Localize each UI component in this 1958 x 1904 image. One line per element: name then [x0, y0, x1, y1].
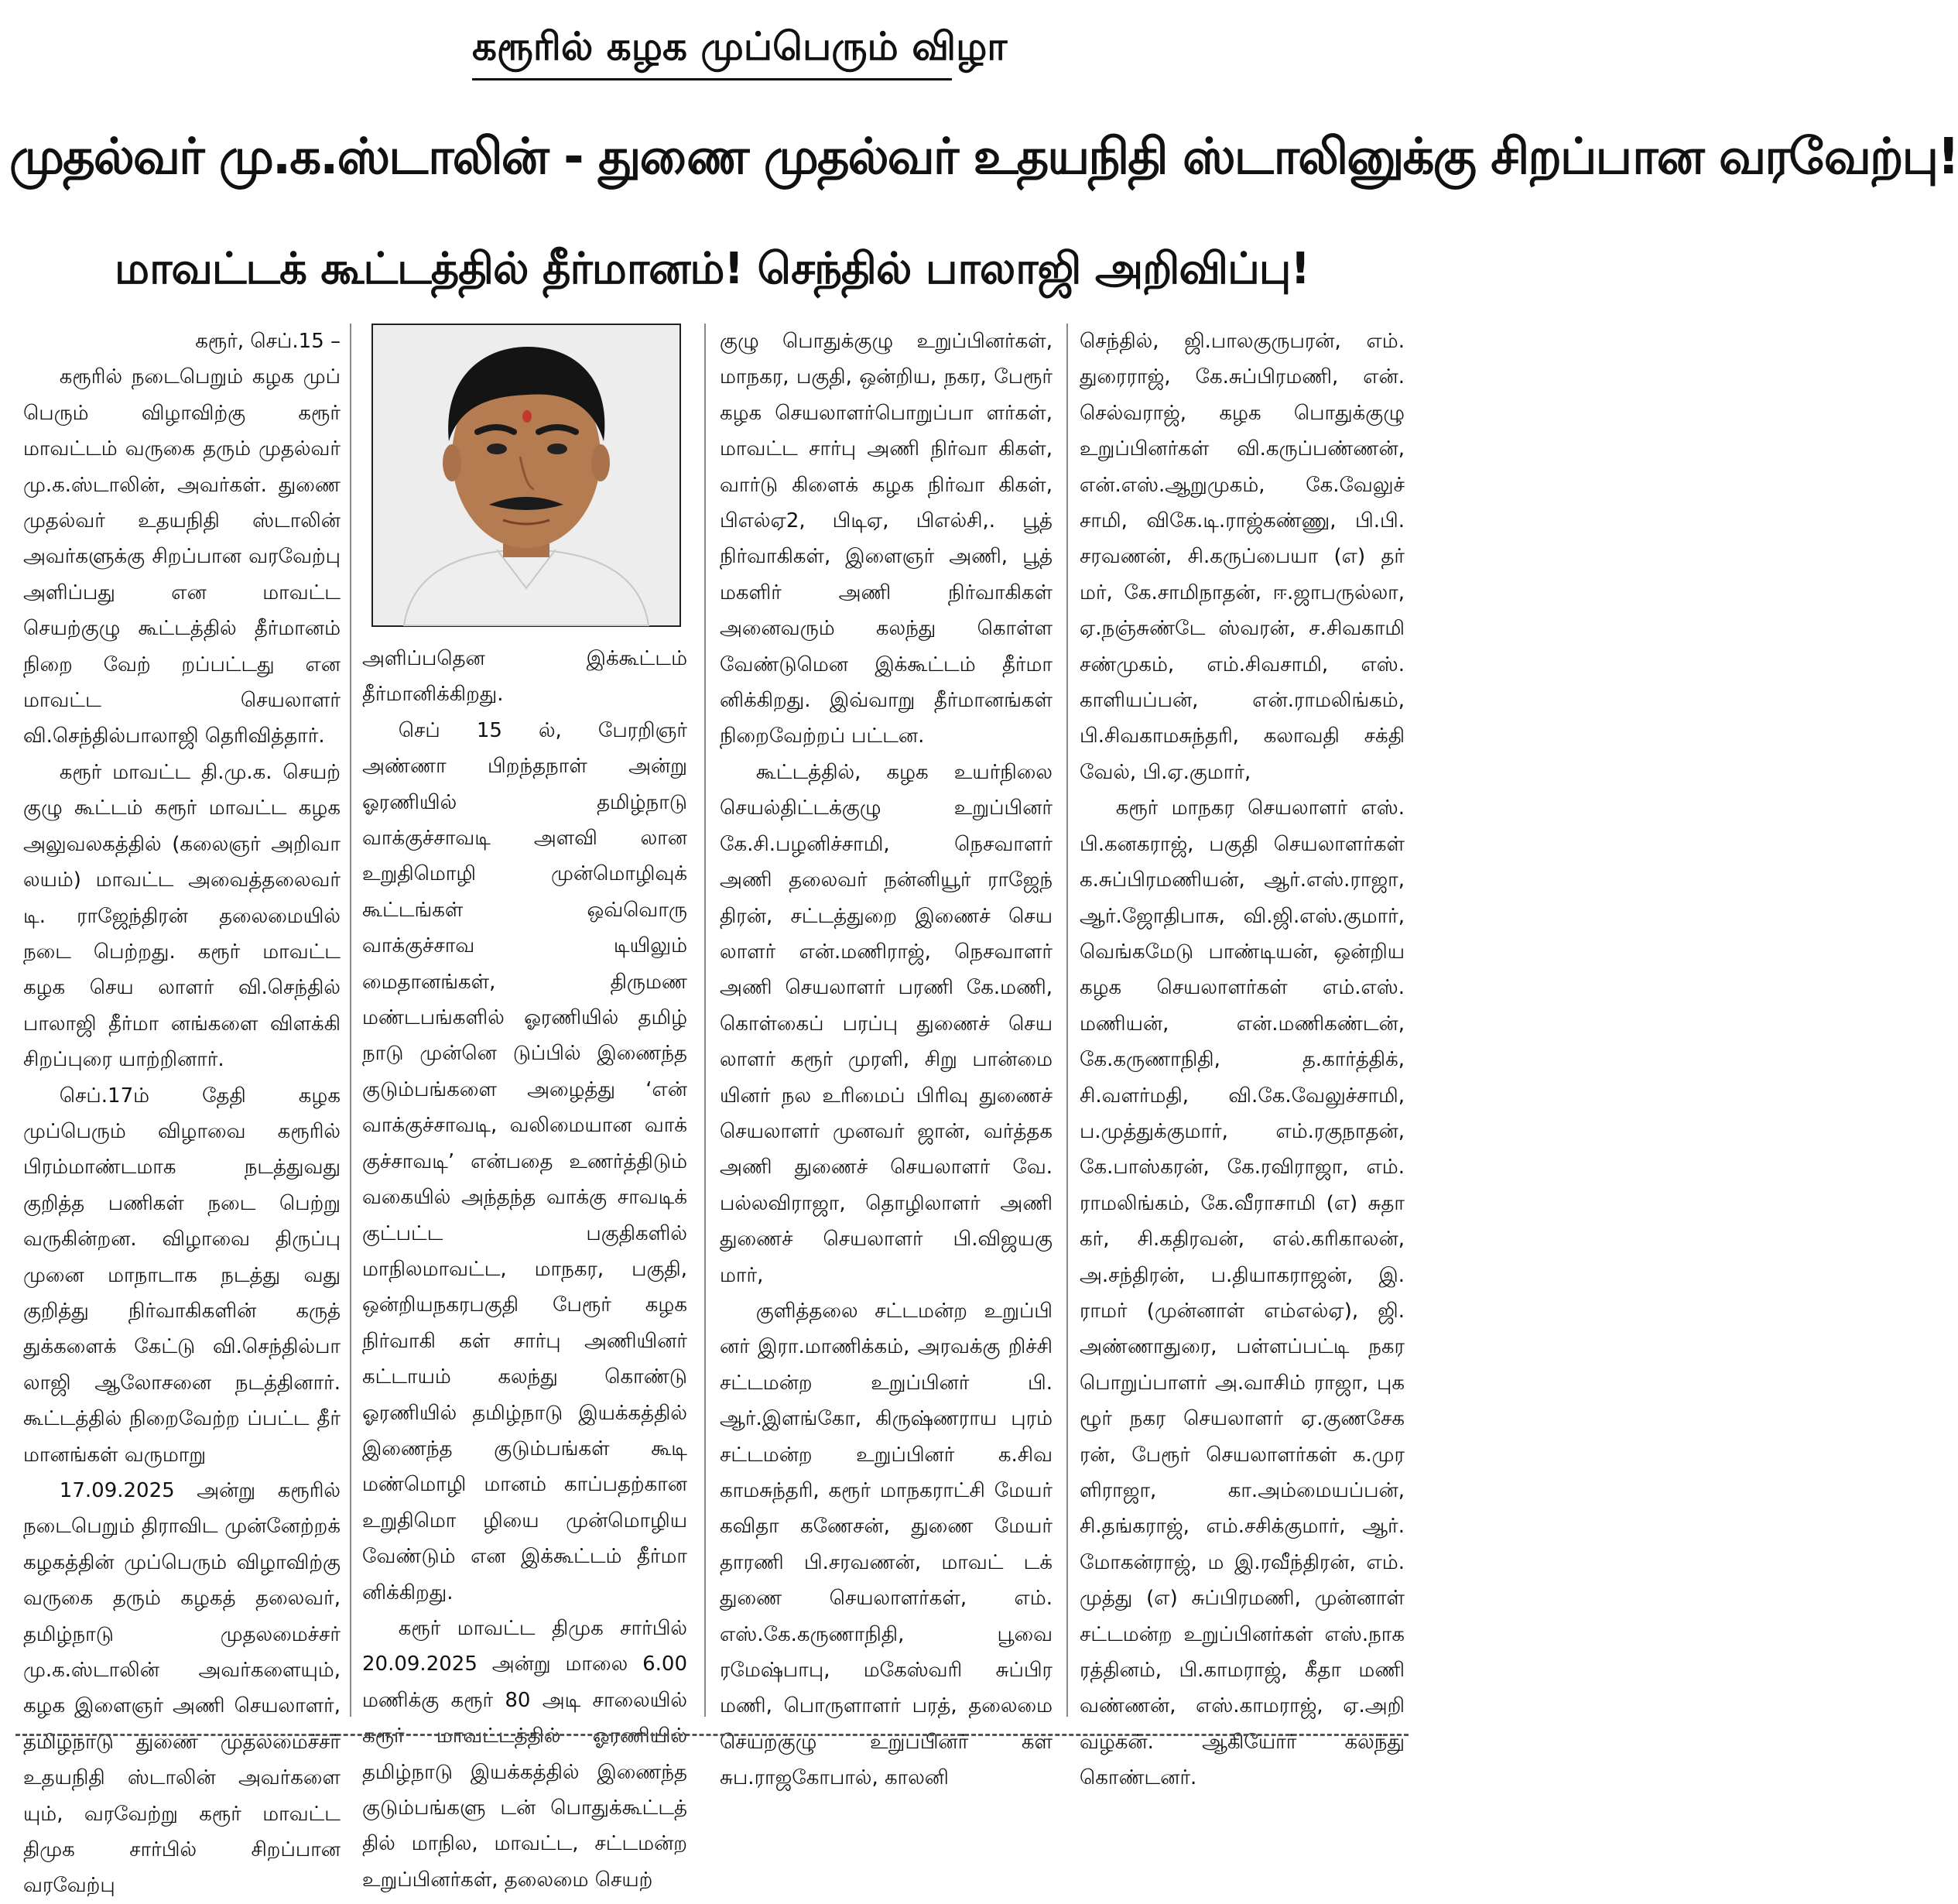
article-column-1 — [23, 324, 341, 1898]
article-column-4 — [1080, 324, 1405, 1790]
paragraph: கரூரில் நடைபெறும் கழக முப் பெரும் விழாவிற்கு கரூர் மாவட்டம் வருகை தரும் முதல்வர் மு.க.ஸ்டாலின், அவர்கள். துணை முதல்வர் உதயநிதி ஸ்டாலின் அவர்களுக்கு சிறப்பான வரவேற்பு அளிப்பது என மாவட்ட செயற்குழு கூட்டத்தில் தீர்மானம் நிறை வேற் றப்பட்டது என மாவட்ட செயலாளர் வி.செந்தில்பாலாஜி தெரிவித்தார். — [23, 365, 341, 748]
paragraph: செந்தில், ஜி.பாலகுருபரன், எம். துரைராஜ், கே.சுப்பிரமணி, என். செல்வராஜ், கழக பொதுக்குழு உறுப்பினர்கள் வி.கருப்பண்ணன், என்.எஸ்.ஆறுமுகம், கே.வேலுச் சாமி, விகே.டி.ராஜ்கண்ணு, பி.பி. சரவணன், சி.கருப்பையா (எ) தர் மர், கே.சாமிநாதன், ஈ.ஜாபருல்லா, ஏ.நஞ்சுண்டே ஸ்வரன், ச.சிவகாமி சண்முகம், எம்.சிவசாமி, எஸ். காளியப்பன், என்.ராமலிங்கம், பி.சிவகாமசுந்தரி, கலாவதி சக்தி வேல், பி.ஏ.குமார், — [1080, 330, 1405, 784]
kicker-title: கரூரில் கழக முப்பெரும் விழா — [472, 17, 952, 80]
portrait-photo — [371, 324, 681, 627]
column-divider — [350, 324, 351, 1717]
dateline: கரூர், செப்.15 – — [195, 330, 341, 353]
headline: முதல்வர் மு.க.ஸ்டாலின் - துணை முதல்வர் உதயநிதி ஸ்டாலினுக்கு சிறப்பான வரவேற்பு! — [9, 128, 1958, 186]
paragraph: செப்.17ம் தேதி கழக முப்பெரும் விழாவை கரூரில் பிரம்மாண்டமாக நடத்துவது குறித்த பணிகள் நடை பெற்று வருகின்றன. விழாவை திருப்பு முனை மாநாடாக நடத்து வது குறித்து நிர்வாகிகளின் கருத் துக்களைக் கேட்டு வி.செந்தில்பா லாஜி ஆலோசனை நடத்தினார். கூட்டத்தில் நிறைவேற்ற ப்பட்ட தீர் மானங்கள் வருமாறு — [23, 1084, 341, 1467]
paragraph: கரூர் மாநகர செயலாளர் எஸ். பி.கனகராஜ், பகுதி செயலாளர்கள் க.சுப்பிரமணியன், ஆர்.எஸ்.ராஜா, ஆர்.ஜோதிபாசு, வி.ஜி.எஸ்.குமார், வெங்கமேடு பாண்டியன், ஒன்றிய கழக செயலாளர்கள் எம்.எஸ். மணியன், என்.மணிகண்டன், கே.கருணாநிதி, த.கார்த்திக், சி.வளர்மதி, வி.கே.வேலுச்சாமி, ப.முத்துக்குமார், எம்.ரகுநாதன், கே.பாஸ்கரன், கே.ரவிராஜா, எம். ராமலிங்கம், கே.வீராசாமி (எ) சுதா கர், சி.கதிரவன், எல்.கரிகாலன், அ.சந்திரன், ப.தியாகராஜன், இ. ராமர் (முன்னாள் எம்எல்ஏ), ஜி. அண்ணாதுரை, பள்ளப்பட்டி நகர பொறுப்பாளர் அ.வாசிம் ராஜா, புக ழூர் நகர செயலாளர் ஏ.குணசேக ரன், பேரூர் செயலாளர்கள் க.முர ளிராஜா, கா.அம்மையப்பன், சி.தங்கராஜ், எம்.சசிக்குமார், ஆர். மோகன்ராஜ், ம இ.ரவீந்திரன், எம். முத்து (எ) சுப்பிரமணி, முன்னாள் சட்டமன்ற உறுப்பினர்கள் எஸ்.நாக ரத்தினம், பி.காமராஜ், கீதா மணி வண்ணன், எஸ்.காமராஜ், ஏ.அறி வழகன். ஆகியோர் கலந்து கொண்டனர். — [1080, 796, 1405, 1790]
paragraph: கரூர் மாவட்ட தி.மு.க. செயற் குழு கூட்டம் கரூர் மாவட்ட கழக அலுவலகத்தில் (கலைஞர் அறிவா லயம்) மாவட்ட அவைத்தலைவர் டி. ராஜேந்திரன் தலைமையில் நடை பெற்றது. கரூர் மாவட்ட கழக செய லாளர் வி.செந்தில் பாலாஜி தீர்மா னங்களை விளக்கி சிறப்புரை யாற்றினார். — [23, 760, 341, 1072]
paragraph: செப் 15 ல், பேரறிஞர் அண்ணா பிறந்தநாள் அன்று ஓரணியில் தமிழ்நாடு வாக்குச்சாவடி அளவி லான உறுதிமொழி முன்மொழிவுக் கூட்டங்கள் ஒவ்வொரு வாக்குச்சாவ டியிலும் மைதானங்கள், திருமண மண்டபங்களில் ஓரணியில் தமிழ் நாடு முன்னெ டுப்பில் இணைந்த குடும்பங்களை அழைத்து ‘என் வாக்குச்சாவடி, வலிமையான வாக் குச்சாவடி’ என்பதை உணர்த்திடும் வகையில் அந்தந்த வாக்கு சாவடிக் குட்பட்ட பகுதிகளில் மாநிலமாவட்ட, மாநகர, பகுதி, ஒன்றியநகரபகுதி பேரூர் கழக நிர்வாகி கள் சார்பு அணியினர் கட்டாயம் கலந்து கொண்டு ஓரணியில் தமிழ்நாடு இயக்கத்தில் இணைந்த குடும்பங்கள் கூடி மண்மொழி மானம் காப்பதற்கான உறுதிமொ ழியை முன்மொழிய வேண்டும் என இக்கூட்டம் தீர்மா னிக்கிறது. — [362, 718, 687, 1604]
paragraph: கூட்டத்தில், கழக உயர்நிலை செயல்திட்டக்குழு உறுப்பினர் கே.சி.பழனிச்சாமி, நெசவாளர் அணி தலைவர் நன்னியூர் ராஜேந் திரன், சட்டத்துறை இணைச் செய லாளர் என்.மணிராஜ், நெசவாளர் அணி செயலாளர் பரணி கே.மணி, கொள்கைப் பரப்பு துணைச் செய லாளர் கரூர் முரளி, சிறு பான்மை யினர் நல உரிமைப் பிரிவு துணைச் செயலாளர் முனவர் ஜான், வர்த்தக அணி துணைச் செயலாளர் வே. பல்லவிராஜா, தொழிலாளர் அணி துணைச் செயலாளர் பி.விஜயகு மார், — [720, 760, 1053, 1287]
column-divider — [1066, 324, 1068, 1717]
subheadline: மாவட்டக் கூட்டத்தில் தீர்மானம்! செந்தில் பாலாஜி அறிவிப்பு! — [115, 244, 1309, 294]
paragraph: கரூர் மாவட்ட திமுக சார்பில் 20.09.2025 அன்று மாலை 6.00 மணிக்கு கரூர் 80 அடி சாலையில் கரூர் மாவட்டத்தில் ஓரணியில் தமிழ்நாடு இயக்கத்தில் இணைந்த குடும்பங்களு டன் பொதுக்கூட்டத் தில் மாநில, மாவட்ட, சட்டமன்ற உறுப்பினர்கள், தலைமை செயற் — [362, 1616, 687, 1892]
paragraph: குளித்தலை சட்டமன்ற உறுப்பி னர் இரா.மாணிக்கம், அரவக்கு றிச்சி சட்டமன்ற உறுப்பினர் பி. ஆர்.இளங்கோ, கிருஷ்ணராய புரம் சட்டமன்ற உறுப்பினர் க.சிவ காமசுந்தரி, கரூர் மாநகராட்சி மேயர் கவிதா கணேசன், துணை மேயர் தாரணி பி.சரவணன், மாவட் டக் துணை செயலாளர்கள், எம். எஸ்.கே.கருணாநிதி, பூவை ரமேஷ்பாபு, மகேஸ்வரி சுப்பிர மணி, பொருளாளர் பரத், தலைமை செயற்குழு உறுப்பினர் கள் சுப.ராஜகோபால், காலனி — [720, 1299, 1053, 1790]
portrait-illustration — [373, 325, 679, 625]
paragraph: 17.09.2025 அன்று கரூரில் நடைபெறும் திராவிட முன்னேற்றக் கழகத்தின் முப்பெரும் விழாவிற்கு வருகை தரும் கழகத் தலைவர், தமிழ்நாடு முதலமைச்சர் மு.க.ஸ்டாலின் அவர்களையும், கழக இளைஞர் அணி செயலாளர், தமிழ்நாடு துணை முதலமைச்சர் உதயநிதி ஸ்டாலின் அவர்களை யும், வரவேற்று கரூர் மாவட்ட திமுக சார்பில் சிறப்பான வரவேற்பு — [23, 1479, 341, 1898]
column-divider — [704, 324, 706, 1717]
article-column-2 — [362, 324, 687, 1892]
article-column-3 — [720, 324, 1053, 1790]
bottom-dashed-rule — [15, 1734, 1409, 1736]
paragraph: அளிப்பதென இக்கூட்டம் தீர்மானிக்கிறது. — [362, 647, 687, 707]
paragraph: குழு பொதுக்குழு உறுப்பினர்கள், மாநகர, பகுதி, ஒன்றிய, நகர, பேரூர் கழக செயலாளர்பொறுப்பா ளர்கள், மாவட்ட சார்பு அணி நிர்வா கிகள், வார்டு கிளைக் கழக நிர்வா கிகள், பிஎல்ஏ2, பிடிஏ, பிஎல்சி,. பூத் நிர்வாகிகள், இளைஞர் அணி, பூத் மகளிர் அணி நிர்வாகிகள் அனைவரும் கலந்து கொள்ள வேண்டுமென இக்கூட்டம் தீர்மா னிக்கிறது. இவ்வாறு தீர்மானங்கள் நிறைவேற்றப் பட்டன. — [720, 330, 1053, 748]
